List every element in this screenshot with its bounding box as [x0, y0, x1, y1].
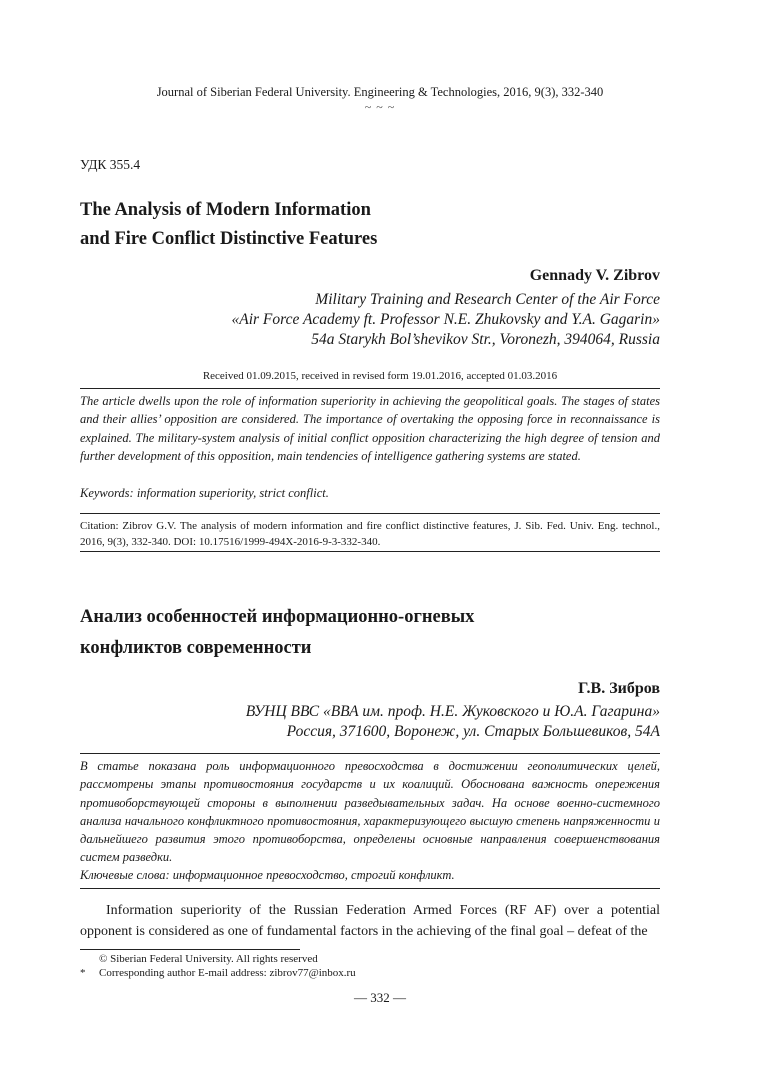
- received-dates: Received 01.09.2015, received in revised form 19.01.2016, accepted 01.03.2016: [202, 370, 558, 382]
- citation: Citation: Zibrov G.V. The analysis of modern information and fire conflict distinctive features, J. Sib. Fed. Univ. Eng. technol., 2016, 9(3), 332-340. DOI: 10.17516/1999-494X-2016-9-3-332-340.: [80, 520, 660, 548]
- affiliation-en-line-2: «Air Force Academy ft. Professor N.E. Zhukovsky and Y.A. Gagarin»: [231, 311, 660, 328]
- affiliation-ru-line-2: Россия, 371600, Воронеж, ул. Старых Большевиков, 54А: [286, 723, 660, 740]
- divider: [80, 513, 660, 514]
- copyright-note: © Siberian Federal University. All rights reserved: [99, 953, 318, 965]
- title-line-en-2: and Fire Conflict Distinctive Features: [80, 229, 378, 249]
- header-ornament: ~ ~ ~: [364, 100, 396, 114]
- corresponding-author: Corresponding author E-mail address: zibrov77@inbox.ru: [99, 967, 356, 979]
- footnote-mark: *: [80, 967, 86, 979]
- footnote-separator: [80, 949, 300, 950]
- author-name-en: Gennady V. Zibrov: [529, 267, 660, 284]
- affiliation-en-line-1: Military Training and Research Center of the Air Force: [315, 291, 660, 308]
- journal-header: Journal of Siberian Federal University. Engineering & Technologies, 2016, 9(3), 332-340: [156, 85, 604, 99]
- page-number: — 332 —: [354, 990, 406, 1005]
- abstract-en: The article dwells upon the role of information superiority in achieving the geopolitical goals. The stages of states and their allies’ opposition are considered. The importance of overtaking the opposing force in reconnaissance is explained. The military-system analysis of initial conflict opposition characterizing the high degree of tension and further development of this opposition, main tendencies of intelligence gathering systems are stated.: [80, 394, 660, 463]
- article-title-ru: [80, 602, 560, 664]
- abstract-ru: В статье показана роль информационного превосходства в достижении геополитических целей, рассмотрены этапы противостояния государств и их коалиций. Обоснована важность опережения противоборствующей стороны в выполнении разведывательных задач. На основе военно-системного анализа начального конфликтного противостояния, характеризующего высшую степень напряженности и дальнейшего развития этого противоборства, определены основные направления совершенствования систем разведки.: [80, 759, 660, 865]
- keywords-ru: Ключевые слова: информационное превосходство, строгий конфликт.: [80, 868, 455, 882]
- body-paragraph: Information superiority of the Russian Federation Armed Forces (RF AF) over a potential opponent is considered as one of fundamental factors in the achieving of the final goal – defeat of the: [80, 903, 660, 939]
- affiliation-ru: [246, 702, 660, 742]
- keywords-en: Keywords: information superiority, strict conflict.: [80, 486, 329, 500]
- article-title-en: [80, 196, 500, 254]
- author-name-ru: Г.В. Зибров: [578, 680, 660, 697]
- affiliation-en: [231, 290, 660, 350]
- divider: [80, 551, 660, 552]
- divider: [80, 388, 660, 389]
- udk-code: УДК 355.4: [80, 157, 141, 172]
- affiliation-en-line-3: 54a Starykh Bol’shevikov Str., Voronezh, 394064, Russia: [311, 331, 660, 348]
- divider: [80, 888, 660, 889]
- title-line-ru-1: Анализ особенностей информационно-огневых: [80, 607, 475, 627]
- divider: [80, 753, 660, 754]
- title-line-ru-2: конфликтов современности: [80, 638, 312, 658]
- affiliation-ru-line-1: ВУНЦ ВВС «ВВА им. проф. Н.Е. Жуковского и Ю.А. Гагарина»: [245, 703, 660, 720]
- title-line-en-1: The Analysis of Modern Information: [80, 200, 371, 220]
